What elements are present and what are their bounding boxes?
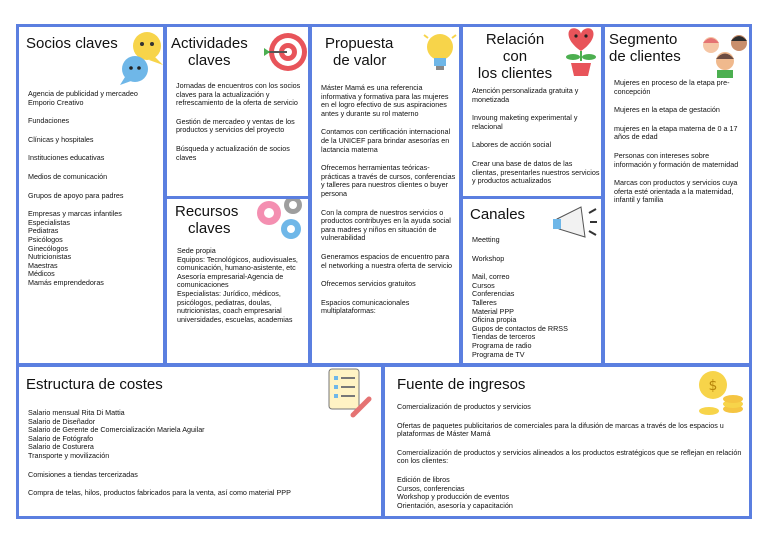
ingresos-title: Fuente de ingresos [397,376,526,393]
canales-item: Meetting [472,235,500,244]
costos-list-item: Salario mensual Rita Di Mattia [28,408,125,417]
canales-list-item: Tiendas de terceros [472,332,536,342]
canales-item: Workshop [472,253,505,263]
estructura-costes-section [16,364,384,519]
ingresos-item: Ofertas de paquetes publicitarios de comerciales para la difusión de marcas a través de los espacios u plataformas de Máster Mamá [397,420,724,439]
canales-list-item: Conferencias [472,289,515,299]
svg-text:$: $ [708,378,718,394]
recursos-title [175,203,238,237]
relacion-item: Crear una base de datos de las clientas, presentarles nuestros servicios y productos actualizados [472,158,600,186]
socios-item: Clínicas y hospitales [28,134,94,144]
actividades-item: Gestión de mercadeo y ventas de los productos y servicios del proyecto [176,116,295,135]
socios-list-item: Empresas y marcas infantiles [28,209,122,219]
socios-list-item: Especialistas [28,217,70,227]
segmento-content [614,79,746,215]
segmento-title-line: Segmento [609,31,678,48]
socios-list-item: Maestras [28,260,58,270]
segmento-title [609,31,681,65]
canales-list-item: Programa de radio [472,340,532,350]
relacion-item: Atención personalizada gratuita y monetizada [472,86,579,104]
ingresos-list-item: Orientación, asesoría y capacitación [397,500,513,510]
segmento-item: Personas con intereses sobre información y formación de maternidad [614,150,739,169]
relacion-content [472,87,600,196]
socios-list-item: Mamás emprendedoras [28,277,104,287]
propuesta-item: Ofrecemos servicios gratuitos [321,279,416,289]
socios-list-item: Ginecólogos [28,243,68,253]
socios-item: Fundaciones [28,116,70,126]
relacion-title-line: los clientes [477,65,553,82]
socios-list-item: Médicos [28,269,55,279]
propuesta-item: Con la compra de nuestros servicios o productos contribuyes en la ayuda social para madres y niños en situación de vulnerabilidad [321,207,451,243]
relacion-title-line: con [502,48,528,65]
socios-item: Grupos de apoyo para padres [28,190,124,200]
actividades-title-line: Actividades [171,35,248,52]
segmento-item: Mujeres en proceso de la etapa pre-concepción [614,78,730,96]
socios-item: Instituciones educativas [28,153,105,163]
segmento-title-line: de clientes [609,48,681,65]
ingresos-content [397,403,749,510]
actividades-item: Búsqueda y actualización de socios claves [176,143,290,162]
costos-item: Comisiones a tiendas tercerizadas [28,469,138,479]
actividades-title-line: claves [188,52,231,69]
segmento-clientes-section [602,24,752,366]
canales-list-item: Gupos de contactos de RRSS [472,323,568,333]
socios-item: Medios de comunicación [28,171,108,181]
relacion-title [467,31,563,82]
canales-list-item: Cursos [472,280,495,290]
canales-content [472,236,600,359]
propuesta-valor-section [309,24,462,366]
relacion-item: Labores de acción social [472,140,552,150]
ingresos-list-item: Workshop y producción de eventos [397,492,510,502]
segmento-item: Mujeres en la etapa de gestación [614,105,720,115]
speech-bubbles-icon [117,29,166,87]
costos-list-item: Salario de Gerente de Comercialización Mariela Aguilar [28,425,205,435]
propuesta-item: Ofrecemos herramientas teóricas-prácticas a través de cursos, conferencias y talleres para nuestros clientes o buyer persona [321,163,456,198]
socios-list-item: Psicólogos [28,234,63,244]
canales-title: Canales [470,206,526,223]
costos-content [28,409,368,508]
socios-list-item: Pediatras [28,226,59,236]
lightbulb-icon [420,29,460,77]
propuesta-item: Contamos con certificación internacional de la UNICEF para brindar asesorías en lactancia materna [321,127,451,154]
canales-list-item: Mail, correo [472,272,510,282]
canales-section [460,196,604,366]
fuente-ingresos-section [382,364,752,519]
relacion-item: Invoung maketing experimental y relacional [472,113,578,131]
ingresos-list-item: Edición de libros [397,474,450,484]
canales-list-item: Programa de TV [472,349,525,359]
costos-list-item: Salario de Diseñador [28,416,96,426]
actividades-item: Jornadas de encuentros con los socios claves para la actualización y refrescamiento de la oferta de servicio [176,81,301,108]
propuesta-item: Generamos espacios de encuentro para el networking a nuestra oferta de servicio [321,251,453,270]
recursos-content: Sede propia Equipos: Tecnológicos, audiovisuales, comunicación, humano-asistente, etc Asesoría empresarial-Agencia de comunicaciones Especialistas: Jurídico, médicos, psicólogos, pediatras, doulas, nutricionistas, coach empresarial universidades, escuelas, academias [177,246,298,324]
actividades-title [171,35,248,69]
socios-title: Socios claves [26,35,118,52]
costos-list-item: Salario de Costurera [28,442,94,452]
ingresos-item: Comercialización de productos y servicios alineados a los productos estratégicos que se reflejan en relación con los clientes: [397,447,742,466]
propuesta-item: Máster Mamá es una referencia informativa y formativa para las mujeres en el logro efectivo de sus aspiraciones antes y durante su rol materno [321,83,449,118]
socios-claves-section [16,24,166,366]
gears-icon [251,196,309,243]
canales-list-item: Material PPP [472,306,514,316]
ingresos-list-item: Cursos, conferencias [397,483,465,493]
target-icon [262,29,308,75]
socios-item: Agencia de publicidad y mercadeo Emporio Creativo [28,89,138,107]
propuesta-title [325,35,393,69]
costos-list-item: Salario de Fotógrafo [28,433,94,443]
canales-list-item: Oficina propia [472,315,517,325]
costos-item: Compra de telas, hilos, productos fabricados para la venta, así como material PPP [28,488,291,498]
propuesta-content [321,84,456,326]
socios-content [28,90,163,288]
heart-plant-icon [561,24,601,77]
recursos-claves-section [164,196,311,366]
canales-list-item: Talleres [472,297,497,307]
actividades-claves-section [164,24,311,199]
people-icon [697,29,752,79]
recursos-title-line: claves [188,220,231,237]
propuesta-item: Espacios comunicacionales multiplataformas: [321,297,410,316]
propuesta-title-line: de valor [333,52,387,69]
relacion-clientes-section [460,24,604,199]
actividades-content [176,82,304,172]
ingresos-item: Comercialización de productos y servicios [397,402,531,411]
socios-list-item: Nutricionistas [28,252,72,262]
relacion-title-line: Relación [485,31,545,48]
recursos-title-line: Recursos [175,203,239,220]
propuesta-title-line: Propuesta [325,35,394,52]
segmento-item: mujeres en la etapa materna de 0 a 17 años de edad [614,123,738,142]
costos-list-item: Transporte y movilización [28,450,110,460]
costos-title: Estructura de costes [26,376,163,393]
segmento-item: Marcas con productos y servicios cuya oferta esté orientada a la maternidad, infantil y familia [614,178,738,205]
